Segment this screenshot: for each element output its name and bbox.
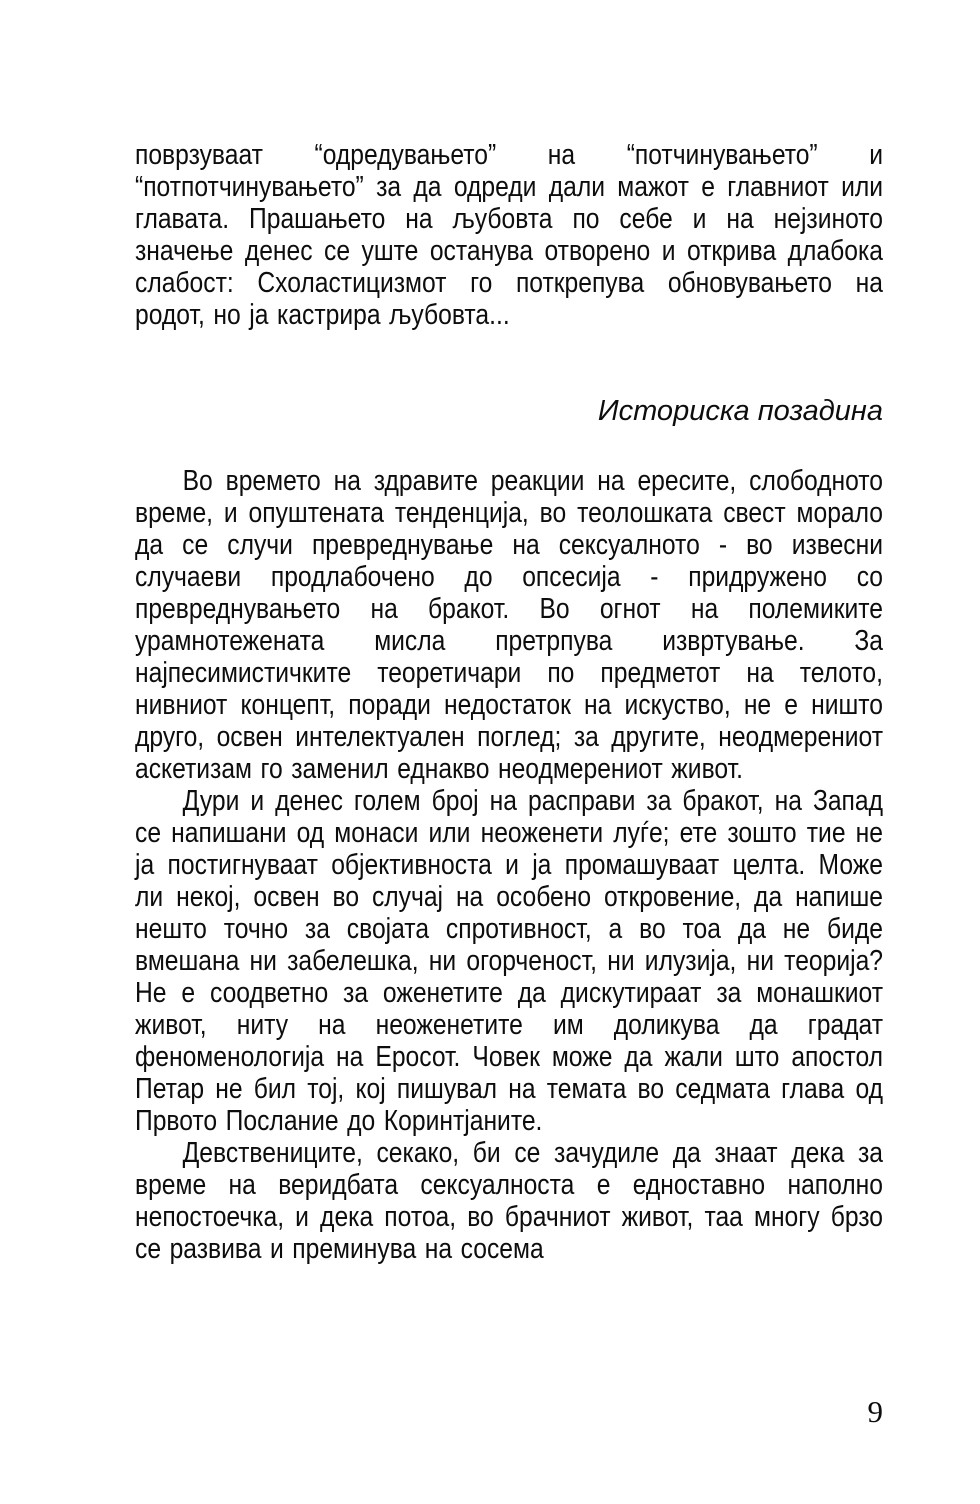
body-paragraph: Дури и денес голем број на расправи за бракот, на Запад се напишани од монаси или неоженети луѓе; ете зошто тие не ја постигнуваат објективноста и ја промашуваат целта. Може ли некој, освен во случај на особено откровение, да напише нешто точно за својата спротивност, а во тоа да не биде вмешана ни забелешка, ни огорченост, ни илузија, ни теорија? Не е соодветно за оженетите да дискутираат за монашкиот живот, ниту на неоженетите им доликува да градат феноменологија на Еросот. Човек може да жали што апостол Петар не бил тој, кој пишувал на темата во седмата глава од Првото Послание до Коринтјаните.	[135, 785, 884, 1137]
body-paragraph: поврзуваат “одредувањето” на “потчинувањето” и “потпотчинувањето” за да одреди дали мажот е главниот или главата. Прашањето на љубовта по себе и на нејзиното значење денес се уште останува отворено и открива длабока слабост: Схоластицизмот го поткрепува обновувањето на родот, но ја кастрира љубовта...	[135, 139, 883, 331]
body-paragraph: Во времето на здравите реакции на ересите, слободното време, и опуштената тенденција, во теолошката свест морало да се случи превреднување на сексуалното - во извесни случаеви продлабочено до опсесија - придружено со превреднувањето на бракот. Во огнот на полемиките урамнотежената мисла претрпува извртување. За најпесимистичките теоретичари по предметот на телото, нивниот концепт, поради недостаток на искуство, не е ништо друго, освен интелектуален поглед; за другите, неодмерениот аскетизам го заменил еднакво неодмерениот живот.	[135, 465, 884, 785]
section-heading: Историска позадина	[597, 395, 883, 427]
text-block	[135, 139, 883, 1265]
body-text-main	[135, 465, 883, 1265]
page-number: 9	[867, 1394, 883, 1429]
body-paragraph: Девствениците, секако, би се зачудиле да знаат дека за време на веридбата сексуалноста е едноставно наполно непостоечка, и дека потоа, во брачниот живот, таа многу брзо се развива и преминува на сосема	[135, 1137, 884, 1265]
body-text-top	[135, 139, 883, 331]
